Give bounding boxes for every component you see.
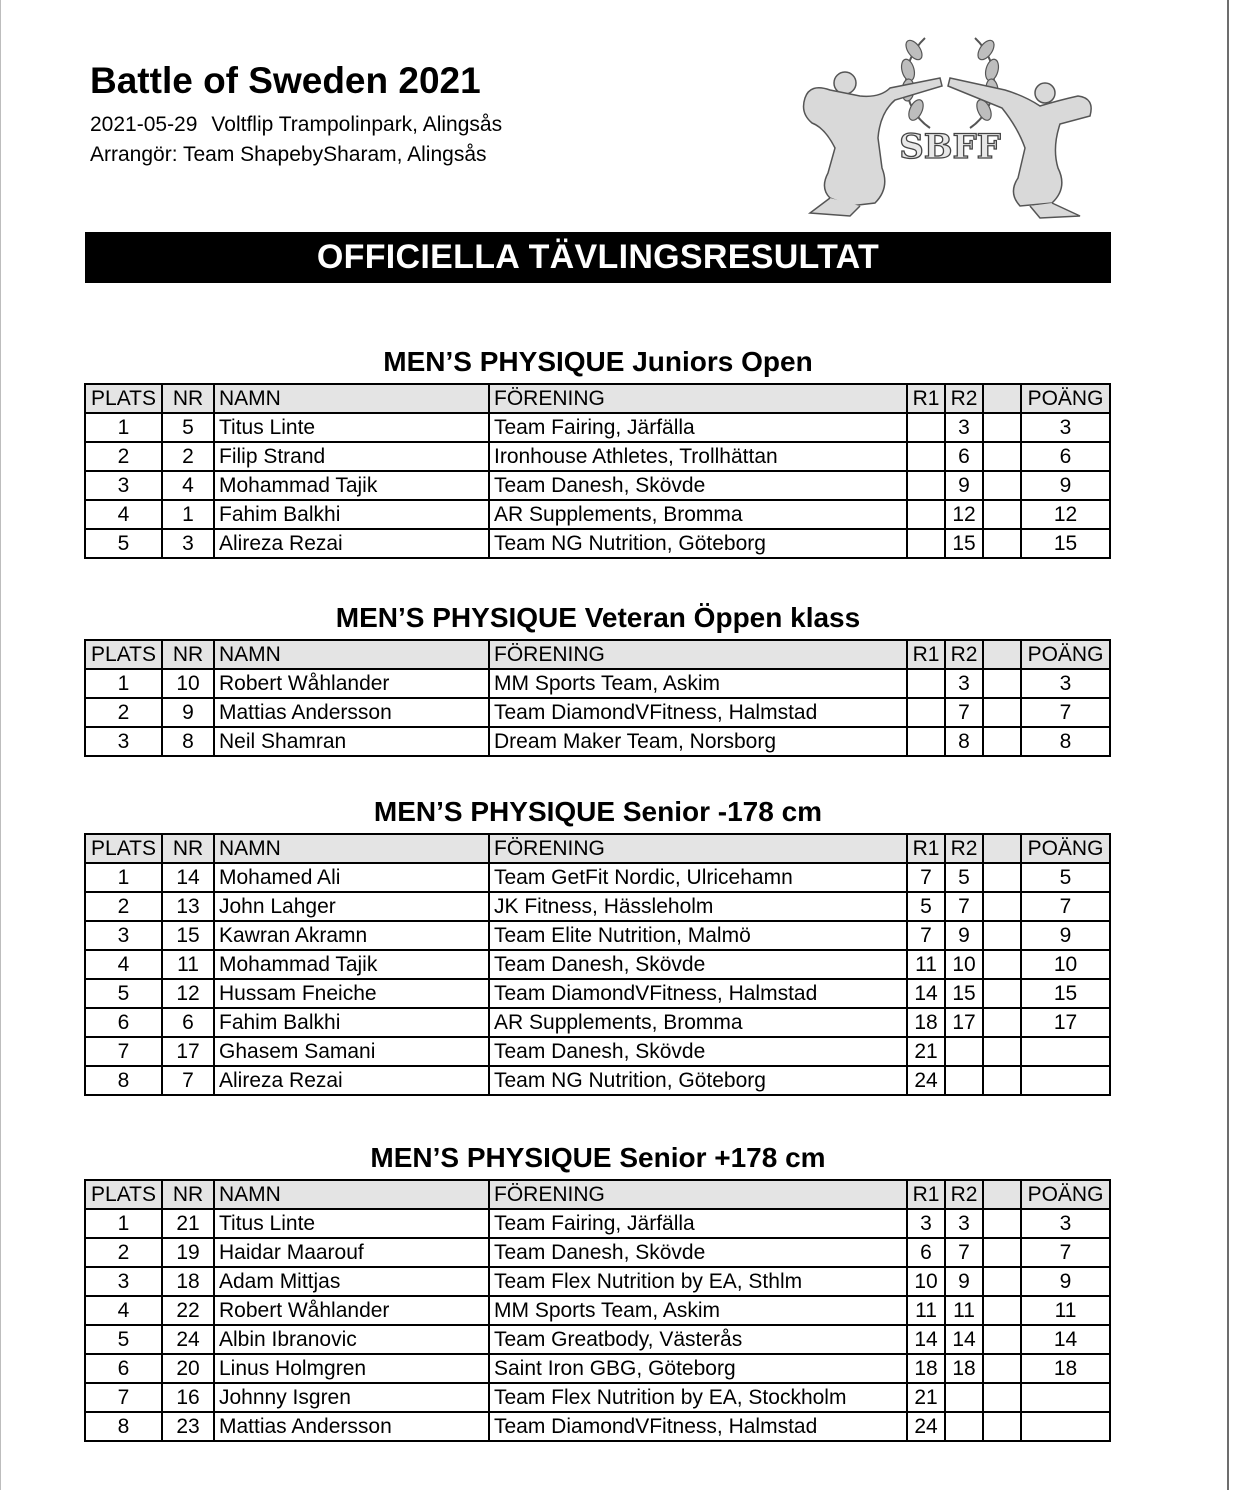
column-header-namn: NAMN (214, 640, 489, 669)
cell-r2: 8 (945, 727, 983, 756)
column-header-forening: FÖRENING (489, 1180, 907, 1209)
cell-r1: 18 (907, 1354, 945, 1383)
cell-nr: 21 (162, 1209, 214, 1238)
cell-namn: Mohammad Tajik (214, 471, 489, 500)
section-title-senior-plus-178: MEN’S PHYSIQUE Senior +178 cm (370, 1142, 826, 1173)
cell-blank (983, 1354, 1021, 1383)
cell-nr: 13 (162, 892, 214, 921)
event-title: Battle of Sweden 2021 (90, 60, 481, 101)
cell-plats: 6 (85, 1354, 162, 1383)
cell-plats: 2 (85, 892, 162, 921)
cell-poang: 3 (1021, 1209, 1110, 1238)
cell-namn: Titus Linte (214, 413, 489, 442)
cell-nr: 18 (162, 1267, 214, 1296)
cell-blank (983, 1066, 1021, 1095)
cell-nr: 22 (162, 1296, 214, 1325)
column-header-r2: R2 (945, 1180, 983, 1209)
column-header-poang: POÄNG (1021, 640, 1110, 669)
table-row (85, 727, 1110, 756)
cell-r2: 17 (945, 1008, 983, 1037)
table-row (85, 442, 1110, 471)
cell-namn: Robert Wåhlander (214, 1296, 489, 1325)
cell-r1 (907, 500, 945, 529)
cell-r2: 7 (945, 892, 983, 921)
cell-r1: 24 (907, 1066, 945, 1095)
cell-poang: 15 (1021, 529, 1110, 558)
results-table-senior-minus-178 (84, 833, 1111, 1096)
cell-poang: 9 (1021, 1267, 1110, 1296)
cell-nr: 8 (162, 727, 214, 756)
cell-poang: 8 (1021, 727, 1110, 756)
column-header-nr: NR (162, 1180, 214, 1209)
cell-blank (983, 1325, 1021, 1354)
column-header-r2: R2 (945, 640, 983, 669)
logo-text: SBFF (899, 127, 1001, 167)
cell-namn: Haidar Maarouf (214, 1238, 489, 1267)
table-row (85, 892, 1110, 921)
table-row (85, 1383, 1110, 1412)
column-header-r2: R2 (945, 384, 983, 413)
column-header-nr: NR (162, 834, 214, 863)
table-row (85, 1325, 1110, 1354)
cell-poang: 7 (1021, 698, 1110, 727)
event-organizer: Arrangör: Team ShapebySharam, Alingsås (90, 143, 487, 166)
column-header-forening: FÖRENING (489, 384, 907, 413)
results-table-juniors-open (84, 383, 1111, 559)
cell-forening: Team Elite Nutrition, Malmö (489, 921, 907, 950)
cell-r2: 10 (945, 950, 983, 979)
table-row (85, 1008, 1110, 1037)
cell-poang (1021, 1066, 1110, 1095)
cell-blank (983, 1267, 1021, 1296)
cell-blank (983, 500, 1021, 529)
table-row (85, 863, 1110, 892)
cell-forening: JK Fitness, Hässleholm (489, 892, 907, 921)
cell-r1: 24 (907, 1412, 945, 1441)
cell-r1: 5 (907, 892, 945, 921)
cell-nr: 3 (162, 529, 214, 558)
column-header-poang: POÄNG (1021, 384, 1110, 413)
cell-poang: 15 (1021, 979, 1110, 1008)
cell-poang: 3 (1021, 413, 1110, 442)
cell-forening: Team Danesh, Skövde (489, 950, 907, 979)
table-row (85, 500, 1110, 529)
cell-namn: Mattias Andersson (214, 698, 489, 727)
cell-forening: Team NG Nutrition, Göteborg (489, 1066, 907, 1095)
column-header-forening: FÖRENING (489, 640, 907, 669)
cell-forening: MM Sports Team, Askim (489, 669, 907, 698)
cell-namn: Albin Ibranovic (214, 1325, 489, 1354)
cell-poang (1021, 1037, 1110, 1066)
event-venue: Voltflip Trampolinpark, Alingsås (211, 113, 503, 136)
column-header-nr: NR (162, 640, 214, 669)
cell-r2: 15 (945, 979, 983, 1008)
cell-r2: 11 (945, 1296, 983, 1325)
table-row (85, 921, 1110, 950)
cell-nr: 5 (162, 413, 214, 442)
cell-blank (983, 921, 1021, 950)
table-row (85, 979, 1110, 1008)
cell-r2: 3 (945, 413, 983, 442)
cell-nr: 2 (162, 442, 214, 471)
cell-r1 (907, 442, 945, 471)
cell-r1: 14 (907, 979, 945, 1008)
cell-nr: 7 (162, 1066, 214, 1095)
cell-forening: Team Danesh, Skövde (489, 1238, 907, 1267)
cell-forening: AR Supplements, Bromma (489, 1008, 907, 1037)
cell-blank (983, 471, 1021, 500)
cell-blank (983, 698, 1021, 727)
cell-r1 (907, 727, 945, 756)
official-results-banner: OFFICIELLA TÄVLINGSRESULTAT (85, 232, 1111, 283)
cell-forening: Team DiamondVFitness, Halmstad (489, 979, 907, 1008)
cell-r2: 6 (945, 442, 983, 471)
cell-plats: 4 (85, 500, 162, 529)
cell-r2: 3 (945, 669, 983, 698)
cell-plats: 2 (85, 1238, 162, 1267)
cell-forening: Dream Maker Team, Norsborg (489, 727, 907, 756)
cell-forening: Saint Iron GBG, Göteborg (489, 1354, 907, 1383)
cell-poang: 9 (1021, 471, 1110, 500)
table-row (85, 1267, 1110, 1296)
cell-nr: 15 (162, 921, 214, 950)
cell-plats: 4 (85, 1296, 162, 1325)
cell-r1: 3 (907, 1209, 945, 1238)
cell-forening: Team DiamondVFitness, Halmstad (489, 698, 907, 727)
results-table-senior-plus-178 (84, 1179, 1111, 1442)
cell-nr: 4 (162, 471, 214, 500)
cell-blank (983, 529, 1021, 558)
table-row (85, 413, 1110, 442)
cell-plats: 3 (85, 1267, 162, 1296)
cell-namn: Linus Holmgren (214, 1354, 489, 1383)
cell-r2: 12 (945, 500, 983, 529)
document-header (90, 60, 502, 170)
cell-plats: 7 (85, 1037, 162, 1066)
cell-plats: 1 (85, 1209, 162, 1238)
cell-nr: 14 (162, 863, 214, 892)
section-title-senior-minus-178: MEN’S PHYSIQUE Senior -178 cm (373, 796, 823, 827)
page-left-edge (0, 0, 1, 1490)
cell-r1: 21 (907, 1037, 945, 1066)
cell-plats: 2 (85, 442, 162, 471)
cell-r2: 9 (945, 471, 983, 500)
cell-blank (983, 1296, 1021, 1325)
cell-r1: 14 (907, 1325, 945, 1354)
cell-namn: Alireza Rezai (214, 529, 489, 558)
column-header-plats: PLATS (85, 384, 162, 413)
cell-poang: 7 (1021, 892, 1110, 921)
table-row (85, 1037, 1110, 1066)
results-table-veteran (84, 639, 1111, 757)
cell-namn: Adam Mittjas (214, 1267, 489, 1296)
table-header-row (85, 640, 1110, 669)
cell-namn: Hussam Fneiche (214, 979, 489, 1008)
cell-r1 (907, 698, 945, 727)
cell-r1: 11 (907, 1296, 945, 1325)
cell-namn: Ghasem Samani (214, 1037, 489, 1066)
cell-r2: 5 (945, 863, 983, 892)
table-header-row (85, 834, 1110, 863)
cell-nr: 20 (162, 1354, 214, 1383)
cell-nr: 6 (162, 1008, 214, 1037)
cell-plats: 5 (85, 979, 162, 1008)
cell-r2 (945, 1037, 983, 1066)
cell-namn: Mohammad Tajik (214, 950, 489, 979)
cell-poang: 6 (1021, 442, 1110, 471)
cell-nr: 24 (162, 1325, 214, 1354)
cell-plats: 3 (85, 921, 162, 950)
table-row (85, 698, 1110, 727)
cell-poang: 18 (1021, 1354, 1110, 1383)
column-header-poang: POÄNG (1021, 834, 1110, 863)
cell-forening: Team Greatbody, Västerås (489, 1325, 907, 1354)
cell-forening: Team Danesh, Skövde (489, 471, 907, 500)
cell-blank (983, 1008, 1021, 1037)
cell-nr: 19 (162, 1238, 214, 1267)
cell-namn: Filip Strand (214, 442, 489, 471)
cell-nr: 1 (162, 500, 214, 529)
table-row (85, 1238, 1110, 1267)
cell-r1: 10 (907, 1267, 945, 1296)
cell-namn: Johnny Isgren (214, 1383, 489, 1412)
cell-r1: 11 (907, 950, 945, 979)
cell-plats: 3 (85, 727, 162, 756)
sbff-logo (790, 28, 1110, 223)
cell-plats: 1 (85, 669, 162, 698)
cell-namn: Fahim Balkhi (214, 500, 489, 529)
table-header-row (85, 1180, 1110, 1209)
cell-r2: 9 (945, 1267, 983, 1296)
column-header-namn: NAMN (214, 834, 489, 863)
cell-r2 (945, 1412, 983, 1441)
cell-forening: Team Flex Nutrition by EA, Stockholm (489, 1383, 907, 1412)
cell-r2: 15 (945, 529, 983, 558)
cell-r2: 14 (945, 1325, 983, 1354)
cell-r2: 3 (945, 1209, 983, 1238)
cell-r1: 18 (907, 1008, 945, 1037)
cell-r1 (907, 471, 945, 500)
cell-plats: 8 (85, 1412, 162, 1441)
cell-r1 (907, 529, 945, 558)
column-header-blank (983, 640, 1021, 669)
table-row (85, 669, 1110, 698)
cell-poang: 7 (1021, 1238, 1110, 1267)
cell-plats: 7 (85, 1383, 162, 1412)
cell-forening: Team GetFit Nordic, Ulricehamn (489, 863, 907, 892)
table-row (85, 950, 1110, 979)
cell-r1: 7 (907, 863, 945, 892)
cell-poang: 10 (1021, 950, 1110, 979)
table-row (85, 1209, 1110, 1238)
cell-nr: 11 (162, 950, 214, 979)
cell-r1: 7 (907, 921, 945, 950)
cell-forening: Team Fairing, Järfälla (489, 1209, 907, 1238)
cell-plats: 5 (85, 1325, 162, 1354)
cell-r1 (907, 413, 945, 442)
cell-poang: 3 (1021, 669, 1110, 698)
table-row (85, 1296, 1110, 1325)
cell-plats: 4 (85, 950, 162, 979)
cell-nr: 9 (162, 698, 214, 727)
column-header-blank (983, 834, 1021, 863)
cell-blank (983, 1412, 1021, 1441)
section-title-juniors-open: MEN’S PHYSIQUE Juniors Open (383, 346, 813, 377)
cell-blank (983, 1383, 1021, 1412)
cell-namn: Titus Linte (214, 1209, 489, 1238)
cell-plats: 8 (85, 1066, 162, 1095)
cell-forening: Team Fairing, Järfälla (489, 413, 907, 442)
cell-blank (983, 892, 1021, 921)
cell-namn: Mohamed Ali (214, 863, 489, 892)
cell-forening: AR Supplements, Bromma (489, 500, 907, 529)
table-row (85, 1412, 1110, 1441)
cell-namn: Mattias Andersson (214, 1412, 489, 1441)
column-header-plats: PLATS (85, 834, 162, 863)
cell-poang: 11 (1021, 1296, 1110, 1325)
cell-namn: John Lahger (214, 892, 489, 921)
column-header-plats: PLATS (85, 1180, 162, 1209)
column-header-namn: NAMN (214, 384, 489, 413)
cell-blank (983, 979, 1021, 1008)
table-row (85, 529, 1110, 558)
cell-plats: 3 (85, 471, 162, 500)
cell-blank (983, 1209, 1021, 1238)
cell-poang: 12 (1021, 500, 1110, 529)
cell-poang: 17 (1021, 1008, 1110, 1037)
cell-nr: 12 (162, 979, 214, 1008)
column-header-blank (983, 384, 1021, 413)
column-header-namn: NAMN (214, 1180, 489, 1209)
cell-namn: Robert Wåhlander (214, 669, 489, 698)
cell-plats: 6 (85, 1008, 162, 1037)
table-row (85, 471, 1110, 500)
cell-plats: 2 (85, 698, 162, 727)
column-header-forening: FÖRENING (489, 834, 907, 863)
cell-poang (1021, 1412, 1110, 1441)
cell-blank (983, 1238, 1021, 1267)
cell-forening: Team Flex Nutrition by EA, Sthlm (489, 1267, 907, 1296)
cell-forening: Team NG Nutrition, Göteborg (489, 529, 907, 558)
cell-plats: 1 (85, 413, 162, 442)
cell-r2: 9 (945, 921, 983, 950)
column-header-r1: R1 (907, 384, 945, 413)
page-right-edge (1227, 0, 1229, 1490)
cell-blank (983, 727, 1021, 756)
section-title-veteran: MEN’S PHYSIQUE Veteran Öppen klass (335, 602, 861, 633)
cell-poang: 9 (1021, 921, 1110, 950)
column-header-r2: R2 (945, 834, 983, 863)
cell-poang: 5 (1021, 863, 1110, 892)
cell-r2: 7 (945, 1238, 983, 1267)
table-row (85, 1066, 1110, 1095)
cell-blank (983, 1037, 1021, 1066)
cell-nr: 23 (162, 1412, 214, 1441)
cell-forening: Ironhouse Athletes, Trollhättan (489, 442, 907, 471)
column-header-r1: R1 (907, 834, 945, 863)
cell-namn: Fahim Balkhi (214, 1008, 489, 1037)
event-date-venue (90, 110, 502, 140)
cell-plats: 1 (85, 863, 162, 892)
cell-poang: 14 (1021, 1325, 1110, 1354)
cell-namn: Neil Shamran (214, 727, 489, 756)
cell-blank (983, 413, 1021, 442)
table-row (85, 1354, 1110, 1383)
cell-poang (1021, 1383, 1110, 1412)
cell-nr: 17 (162, 1037, 214, 1066)
cell-forening: Team DiamondVFitness, Halmstad (489, 1412, 907, 1441)
cell-blank (983, 950, 1021, 979)
column-header-blank (983, 1180, 1021, 1209)
cell-namn: Alireza Rezai (214, 1066, 489, 1095)
cell-plats: 5 (85, 529, 162, 558)
cell-blank (983, 669, 1021, 698)
column-header-poang: POÄNG (1021, 1180, 1110, 1209)
cell-blank (983, 863, 1021, 892)
column-header-nr: NR (162, 384, 214, 413)
cell-namn: Kawran Akramn (214, 921, 489, 950)
cell-forening: MM Sports Team, Askim (489, 1296, 907, 1325)
column-header-plats: PLATS (85, 640, 162, 669)
cell-r1: 6 (907, 1238, 945, 1267)
cell-nr: 10 (162, 669, 214, 698)
cell-nr: 16 (162, 1383, 214, 1412)
column-header-r1: R1 (907, 640, 945, 669)
cell-r2 (945, 1066, 983, 1095)
table-header-row (85, 384, 1110, 413)
cell-blank (983, 442, 1021, 471)
cell-r1: 21 (907, 1383, 945, 1412)
cell-r2: 18 (945, 1354, 983, 1383)
event-date: 2021-05-29 (90, 113, 198, 136)
cell-r2 (945, 1383, 983, 1412)
cell-r1 (907, 669, 945, 698)
cell-forening: Team Danesh, Skövde (489, 1037, 907, 1066)
cell-r2: 7 (945, 698, 983, 727)
column-header-r1: R1 (907, 1180, 945, 1209)
